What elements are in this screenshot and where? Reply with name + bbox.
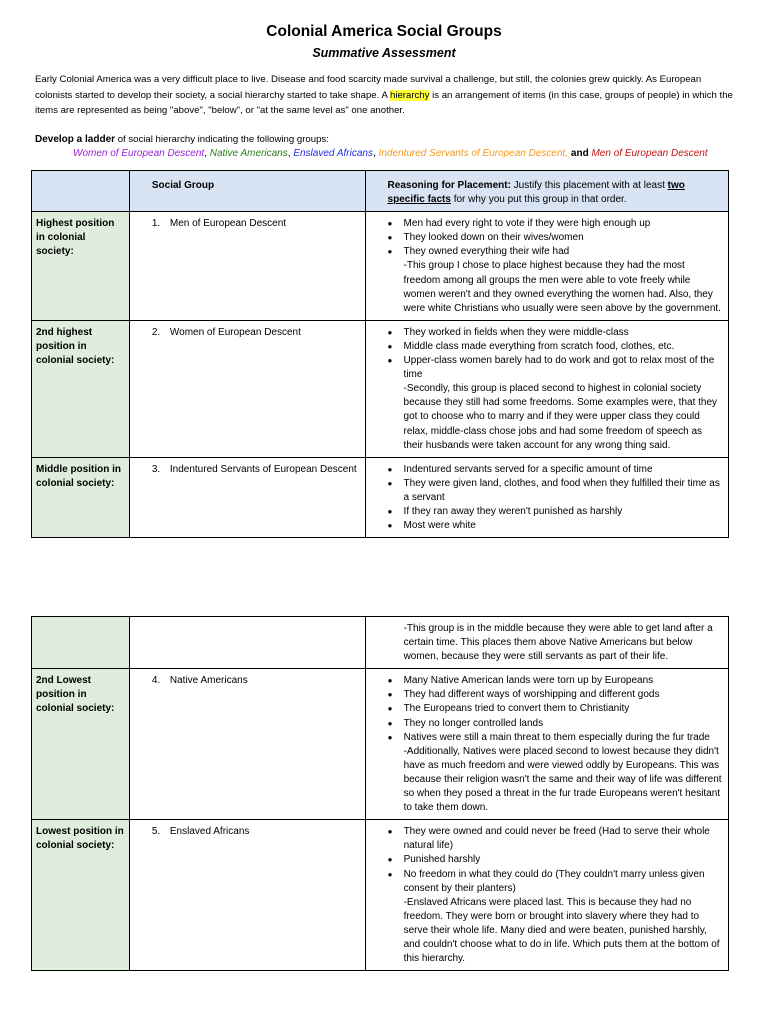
reasoning-cell	[365, 669, 728, 820]
reasoning-paragraph: -Enslaved Africans were placed last. This is because they had no freedom. They were born or brought into slavery where they had to serve their whole life. Many died and were beaten, punished harshly, and couldn't choose what to do in life. Which puts them at the bottom of this hierarchy.	[403, 896, 720, 965]
group-men: Men of European Descent	[591, 148, 708, 159]
continuation-reasoning-cell	[365, 617, 728, 669]
position-label: Lowest position in colonial society:	[32, 820, 130, 971]
group-list	[73, 147, 753, 161]
reasoning-bullet: ● They owned everything their wife had	[388, 245, 722, 259]
reasoning-bullet: ● They had different ways of worshipping and different gods	[388, 688, 722, 702]
header-reasoning-label: Reasoning for Placement:	[387, 180, 511, 191]
reasoning-bullet: ● They no longer controlled lands	[388, 717, 722, 731]
intro-text-before: Early Colonial America was a very difficult place to live. Disease and food scarcity made survival a challenge, but still, the colonies grew quickly. As European colonists started to develop their society, a social hierarchy started to take shape. A	[35, 74, 702, 101]
group-number: 5.	[151, 826, 161, 838]
position-label: 2nd highest position in colonial society:	[32, 320, 130, 457]
reasoning-bullet: ● If they ran away they weren't punished as harshly	[388, 505, 722, 519]
reasoning-bullet: ● Upper-class women barely had to do work and got to relax most of the time	[388, 354, 722, 382]
table-body-part-2	[32, 669, 729, 971]
reasoning-bullet: ● Punished harshly	[388, 853, 722, 867]
ladder-bold: Develop a ladder	[35, 134, 116, 145]
group-women: Women of European Descent	[73, 148, 205, 159]
document-subtitle: Summative Assessment	[312, 46, 456, 60]
group-number: 2.	[151, 326, 161, 338]
group-number: 3.	[151, 463, 161, 475]
group-name: Enslaved Africans	[169, 826, 250, 838]
table-row	[32, 457, 729, 537]
reasoning-cell	[365, 457, 728, 537]
header-position-cell	[32, 171, 130, 212]
ladder-instruction	[35, 133, 740, 147]
group-indentured: Indentured Servants of European Descent,	[378, 148, 569, 159]
reasoning-bullet: ● Men had every right to vote if they were high enough up	[388, 217, 722, 231]
ladder-rest: of social hierarchy indicating the following groups:	[115, 134, 329, 145]
group-name: Men of European Descent	[169, 218, 287, 230]
social-group-cell	[129, 669, 365, 820]
reasoning-bullet: ● Many Native American lands were torn up by Europeans	[388, 674, 722, 688]
reasoning-bullets	[388, 463, 722, 533]
continuation-position-cell	[32, 617, 130, 669]
comma: ,	[372, 148, 376, 159]
position-label: Highest position in colonial society:	[32, 212, 130, 321]
hierarchy-table-part-2	[31, 616, 729, 971]
intro-text-after: is an arrangement of items (in this case, groups of people) in which the items are represented as being "above", "below", or "at the same level as" one another.	[35, 89, 733, 117]
continuation-paragraph: -This group is in the middle because they were able to get land after a certain time. This places them above Native Americans but below women, because they were still servants as part of their life.	[403, 623, 713, 663]
group-name: Women of European Descent	[169, 326, 301, 338]
social-group-cell	[129, 457, 365, 537]
reasoning-paragraph: -Secondly, this group is placed second to highest in colonial society because they still had some freedoms. Some examples were, that they got to choose who to marry and if they were upper class they could relax, middle-class chose jobs and had some freedom of speech as their husbands were taken account for any wrong thing said.	[403, 383, 718, 451]
group-number: 4.	[151, 675, 161, 687]
reasoning-bullet: ● They were owned and could never be freed (Had to serve their whole natural life)	[388, 825, 722, 853]
reasoning-cell	[365, 320, 728, 457]
social-group-cell	[129, 212, 365, 321]
group-and: and	[570, 148, 589, 159]
header-reasoning-end: for why you put this group in that order.	[450, 194, 627, 206]
reasoning-cell	[365, 212, 728, 321]
header-reasoning	[365, 171, 728, 212]
group-native: Native Americans	[209, 148, 288, 159]
reasoning-bullets	[388, 825, 722, 895]
reasoning-bullet: ● They looked down on their wives/women	[388, 231, 722, 245]
table-row-continuation	[32, 617, 729, 669]
reasoning-paragraph: -This group I chose to place highest because they had the most freedom among all groups the men were able to vote freely while women weren't and they owned everything the women had. Also, they were white Christians who usually were seen above by the government.	[403, 260, 721, 314]
reasoning-bullet: ● Most were white	[388, 519, 722, 533]
reasoning-cell	[365, 820, 728, 971]
table-row	[32, 669, 729, 820]
header-reasoning-underline: two specific facts	[387, 180, 685, 206]
social-group-cell	[129, 820, 365, 971]
reasoning-bullet: ● They worked in fields when they were middle-class	[388, 326, 722, 340]
reasoning-bullet: ● They were given land, clothes, and food when they fulfilled their time as a servant	[388, 477, 722, 505]
reasoning-bullet: ● No freedom in what they could do (They couldn't marry unless given consent by their planters)	[388, 868, 722, 896]
table-row	[32, 820, 729, 971]
table-header-row	[32, 171, 729, 212]
group-enslaved: Enslaved Africans	[293, 148, 373, 159]
header-social-group	[129, 171, 365, 212]
social-group-cell	[129, 320, 365, 457]
table-body-part-1	[32, 212, 729, 538]
reasoning-bullets	[388, 326, 722, 382]
header-social-group-label: Social Group	[151, 180, 215, 191]
reasoning-bullet: ● The Europeans tried to convert them to Christianity	[388, 702, 722, 716]
reasoning-bullets	[388, 674, 722, 744]
intro-paragraph	[35, 72, 740, 119]
reasoning-bullet: ● Middle class made everything from scratch food, clothes, etc.	[388, 340, 722, 354]
group-name: Indentured Servants of European Descent	[169, 463, 357, 475]
comma: ,	[204, 148, 207, 159]
reasoning-bullets	[388, 217, 722, 259]
continuation-group-cell	[129, 617, 365, 669]
reasoning-paragraph: -Additionally, Natives were placed second to lowest because they didn't have as much freedom and were viewed oddly by Europeans. This was because their religion wasn't the same and their way of life was different so when they posed a threat in the fur trade Europeans weren't hesitant to take them down.	[403, 745, 722, 814]
document-title: Colonial America Social Groups	[266, 23, 502, 40]
reasoning-bullet: ● Indentured servants served for a specific amount of time	[388, 463, 722, 477]
group-name: Native Americans	[169, 675, 248, 687]
hierarchy-highlight: hierarchy	[389, 89, 430, 101]
reasoning-bullet: ● Natives were still a main threat to them especially during the fur trade	[388, 731, 722, 745]
hierarchy-table-part-1	[31, 170, 729, 538]
header-reasoning-mid: Justify this placement with at least	[510, 180, 668, 191]
comma: ,	[287, 148, 291, 159]
group-number: 1.	[151, 218, 161, 230]
table-row	[32, 320, 729, 457]
table-row	[32, 212, 729, 321]
position-label: 2nd Lowest position in colonial society:	[32, 669, 130, 820]
position-label: Middle position in colonial society:	[32, 457, 130, 537]
